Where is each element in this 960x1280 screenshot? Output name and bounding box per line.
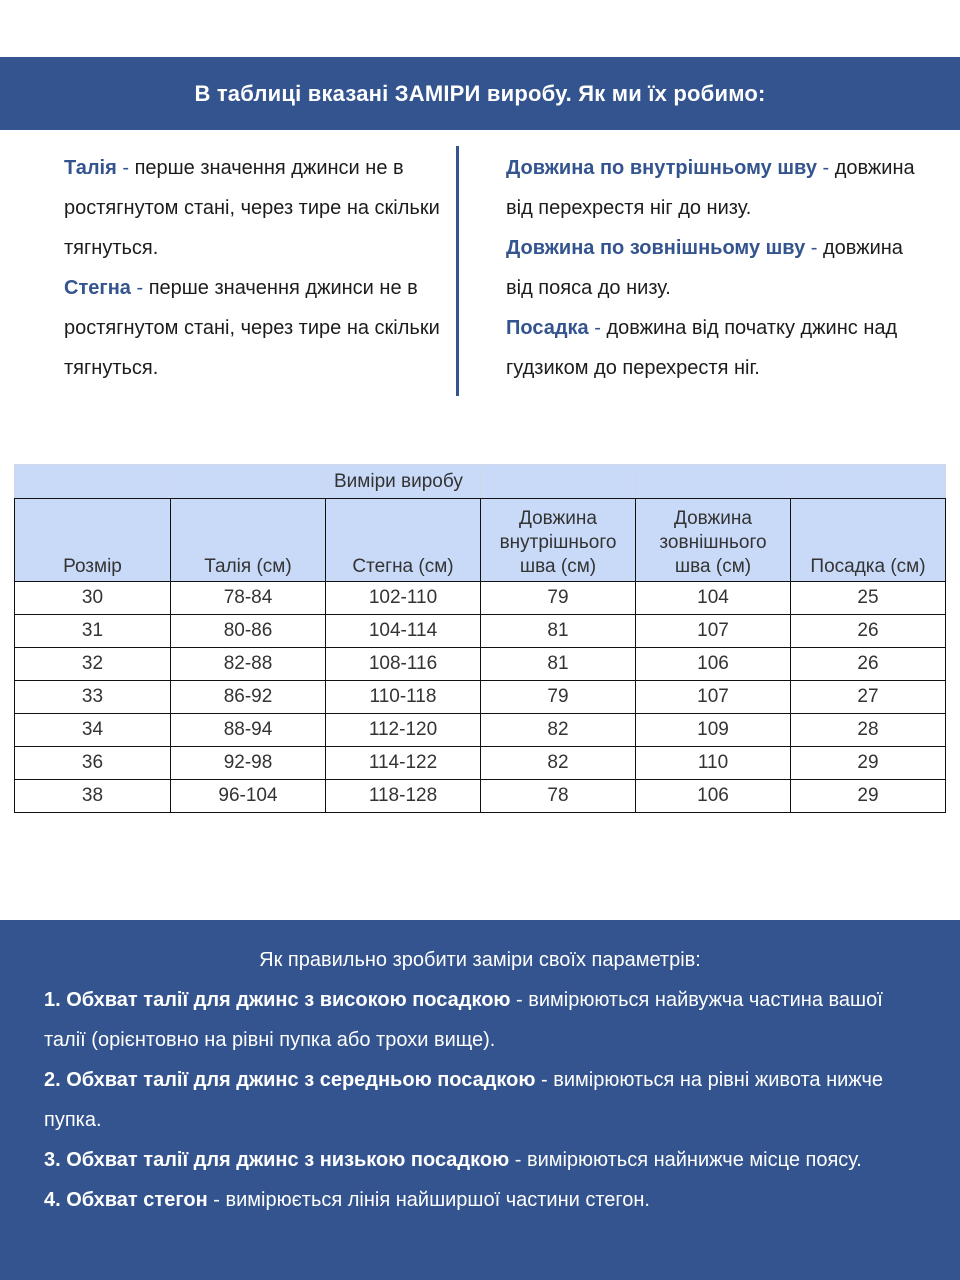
table-cell: 81 [481, 615, 636, 648]
table-cell: 108-116 [326, 648, 481, 681]
table-cell: 27 [791, 681, 946, 714]
table-cell: 26 [791, 648, 946, 681]
table-header-line: Стегна (см) [352, 556, 454, 577]
table-row [15, 681, 946, 714]
table-cell: 107 [636, 681, 791, 714]
size-cell: 32 [15, 648, 171, 681]
guide-item-heading: 4. Обхват стегон [44, 1189, 208, 1211]
table-cell: 110 [636, 747, 791, 780]
definition-term: Довжина по зовнішньому шву [506, 237, 806, 259]
definition-inseam [506, 148, 926, 228]
table-cell: 79 [481, 681, 636, 714]
table-cell: 26 [791, 615, 946, 648]
guide-item [44, 1140, 924, 1180]
table-header-line: шва (см) [674, 556, 752, 577]
table-header-line: шва (см) [519, 556, 597, 577]
table-header-cell [171, 499, 326, 582]
definition-dash: - [816, 157, 835, 179]
table-row [15, 780, 946, 813]
definition-text: перше значення джинси не в ростягнутом стані, через тире на скільки тягнуться. [64, 157, 440, 259]
guide-item-heading: 3. Обхват талії для джинс з низькою посадкою [44, 1149, 510, 1171]
guide-item-heading: 1. Обхват талії для джинс з високою посадкою [44, 989, 511, 1011]
definitions-right [506, 148, 926, 388]
guide-item-heading: 2. Обхват талії для джинс з середньою посадкою [44, 1069, 536, 1091]
definition-waist [64, 148, 444, 268]
table-cell: 86-92 [171, 681, 326, 714]
header-banner [0, 57, 960, 130]
table-cell: 102-110 [326, 582, 481, 615]
table-header-cell [636, 499, 791, 582]
definition-text: довжина від перехрестя ніг до низу. [506, 157, 915, 219]
definition-rise [506, 308, 926, 388]
table-cell: 112-120 [326, 714, 481, 747]
column-divider [456, 146, 459, 396]
size-cell: 33 [15, 681, 171, 714]
definition-text: довжина від початку джинс над гудзиком до перехрестя ніг. [506, 317, 898, 379]
definition-dash: - [805, 237, 823, 259]
table-header-cell [15, 499, 171, 582]
measurement-guide [0, 920, 960, 1280]
definition-hips [64, 268, 444, 388]
table-header-line: Довжина [674, 508, 752, 529]
table-header-cell [481, 499, 636, 582]
guide-list [44, 980, 924, 1220]
table-group-row [15, 465, 946, 499]
table-header-cell [326, 499, 481, 582]
table-row [15, 615, 946, 648]
definition-term: Стегна [64, 277, 131, 299]
guide-item [44, 980, 924, 1060]
definition-dash: - [588, 317, 607, 339]
table-cell: 79 [481, 582, 636, 615]
definition-text: довжина від пояса до низу. [506, 237, 903, 299]
table-cell: 29 [791, 780, 946, 813]
table-row [15, 747, 946, 780]
definition-term: Талія [64, 157, 117, 179]
table-cell: 82-88 [171, 648, 326, 681]
header-title: В таблиці вказані ЗАМІРИ виробу. Як ми їх робимо: [194, 80, 766, 106]
table-header-cell [791, 499, 946, 582]
table-row [15, 714, 946, 747]
definition-term: Посадка [506, 317, 589, 339]
size-cell: 38 [15, 780, 171, 813]
table-header-line: Талія (см) [204, 556, 292, 577]
table-cell: 110-118 [326, 681, 481, 714]
table-cell: 96-104 [171, 780, 326, 813]
table-cell: 25 [791, 582, 946, 615]
guide-item-text: - вимірюються найвужча частина вашої талії (орієнтовно на рівні пупка або трохи вище). [44, 989, 883, 1051]
table-cell: 78 [481, 780, 636, 813]
table-header-line: внутрішнього [499, 532, 617, 553]
table-cell: 82 [481, 747, 636, 780]
definition-outseam [506, 228, 926, 308]
size-cell: 36 [15, 747, 171, 780]
guide-item-text: - вимірюється лінія найширшої частини стегон. [207, 1189, 650, 1211]
table-cell: 118-128 [326, 780, 481, 813]
guide-item-text: - вимірюються найнижче місце поясу. [509, 1149, 862, 1171]
table-cell: 28 [791, 714, 946, 747]
size-cell: 31 [15, 615, 171, 648]
table-cell: 106 [636, 780, 791, 813]
definition-term: Довжина по внутрішньому шву [506, 157, 817, 179]
table-cell: 80-86 [171, 615, 326, 648]
table-cell: 29 [791, 747, 946, 780]
table-cell: 81 [481, 648, 636, 681]
guide-item-text: - вимірюються на рівні живота нижче пупка. [44, 1069, 884, 1131]
table-row [15, 648, 946, 681]
table-header-line: Довжина [519, 508, 597, 529]
table-cell: 92-98 [171, 747, 326, 780]
table-header-line: Посадка (см) [810, 556, 926, 577]
table-cell: 106 [636, 648, 791, 681]
size-cell: 34 [15, 714, 171, 747]
table-cell: 82 [481, 714, 636, 747]
table-cell: 104 [636, 582, 791, 615]
guide-title: Як правильно зробити заміри своїх параметрів: [259, 949, 701, 971]
table-cell: 88-94 [171, 714, 326, 747]
table-group-title: Виміри виробу [326, 465, 481, 499]
table-header-line: зовнішнього [659, 532, 767, 553]
table-header-line: Розмір [63, 556, 122, 577]
definitions-left [64, 148, 444, 388]
guide-item [44, 1180, 924, 1220]
definition-dash: - [116, 157, 135, 179]
size-table [14, 464, 946, 813]
table-cell: 114-122 [326, 747, 481, 780]
definition-dash: - [130, 277, 149, 299]
size-cell: 30 [15, 582, 171, 615]
guide-item [44, 1060, 924, 1140]
table-cell: 104-114 [326, 615, 481, 648]
table-cell: 107 [636, 615, 791, 648]
definition-text: перше значення джинси не в ростягнутом стані, через тире на скільки тягнуться. [64, 277, 440, 379]
table-row [15, 582, 946, 615]
table-cell: 109 [636, 714, 791, 747]
table-header-row [15, 499, 946, 582]
table-cell: 78-84 [171, 582, 326, 615]
